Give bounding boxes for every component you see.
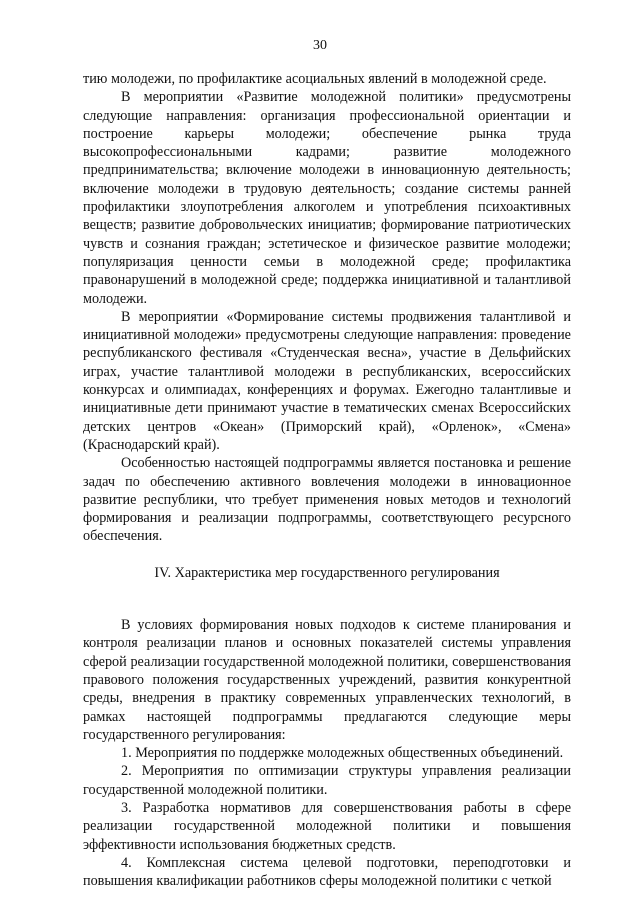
paragraph-talented-youth: В мероприятии «Формирование системы продвижения талантливой и инициативной молодежи» предусмотрены следующие направления: проведение республиканского фестиваля «Студенческая весна», участие в Дельфийских играх, участие талантливой молодежи в республиканских, всероссийских конкурсах и олимпиадах, конференциях и форумах. Ежегодно талантливые и инициативные дети принимают участие в тематических сменах Всероссийских детских центров «Океан» (Приморский край), «Орленок», «Смена» (Краснодарский край). (83, 308, 571, 453)
paragraph-regulation-intro: В условиях формирования новых подходов к системе планирования и контроля реализации планов и основных показателей системы управления сферой реализации государственной молодежной политики, совершенствования правового положения государственных учреждений, развития конкурентной среды, внедрения в практику современных управленческих технологий, в рамках настоящей подпрограммы предлагаются следующие меры государственного регулирования: (83, 617, 571, 743)
body-text (83, 70, 571, 890)
paragraph-youth-policy-development: В мероприятии «Развитие молодежной политики» предусмотрены следующие направления: организация профессиональной ориентации и построение карьеры молодежи; обеспечение рынка труда высокопрофессиональными кадрами; развитие молодежного предпринимательства; включение молодежи в инновационную деятельность; включение молодежи в трудовую деятельность; создание системы ранней профилактики злоупотребления алкоголем и употребления психоактивных веществ; развитие добровольческих инициатив; формирование патриотических чувств и сознания граждан; эстетическое и физическое развитие молодежи; популяризация ценности семьи в молодежной среде; профилактика правонарушений в молодежной среде; поддержка инициативной и талантливой молодежи. (83, 89, 571, 307)
list-item-measure-2: 2. Мероприятия по оптимизации структуры управления реализации государственной молодежной политики. (83, 763, 571, 798)
paragraph-continuation: тию молодежи, по профилактике асоциальных явлений в молодежной среде. (83, 71, 547, 87)
page-number: 30 (313, 38, 327, 53)
list-item-measure-1: 1. Мероприятия по поддержке молодежных общественных объединений. (121, 745, 564, 762)
list-item-measure-4: 4. Комплексная система целевой подготовки, переподготовки и повышения квалификации работников сферы молодежной политики с четкой (83, 854, 571, 890)
list-item-measure-3: 3. Разработка нормативов для совершенствования работы в сфере реализации государственной молодежной политики и повышения эффективности использования бюджетных средств. (83, 799, 571, 853)
paragraph-subprogram-feature: Особенностью настоящей подпрограммы является постановка и решение задач по обеспечению активного вовлечения молодежи в инновационное развитие республики, что требует применения новых методов и технологий формирования и реализации подпрограммы, соответствующего ресурсного обеспечения. (83, 455, 571, 545)
section-heading: IV. Характеристика мер государственного регулирования (154, 564, 500, 581)
